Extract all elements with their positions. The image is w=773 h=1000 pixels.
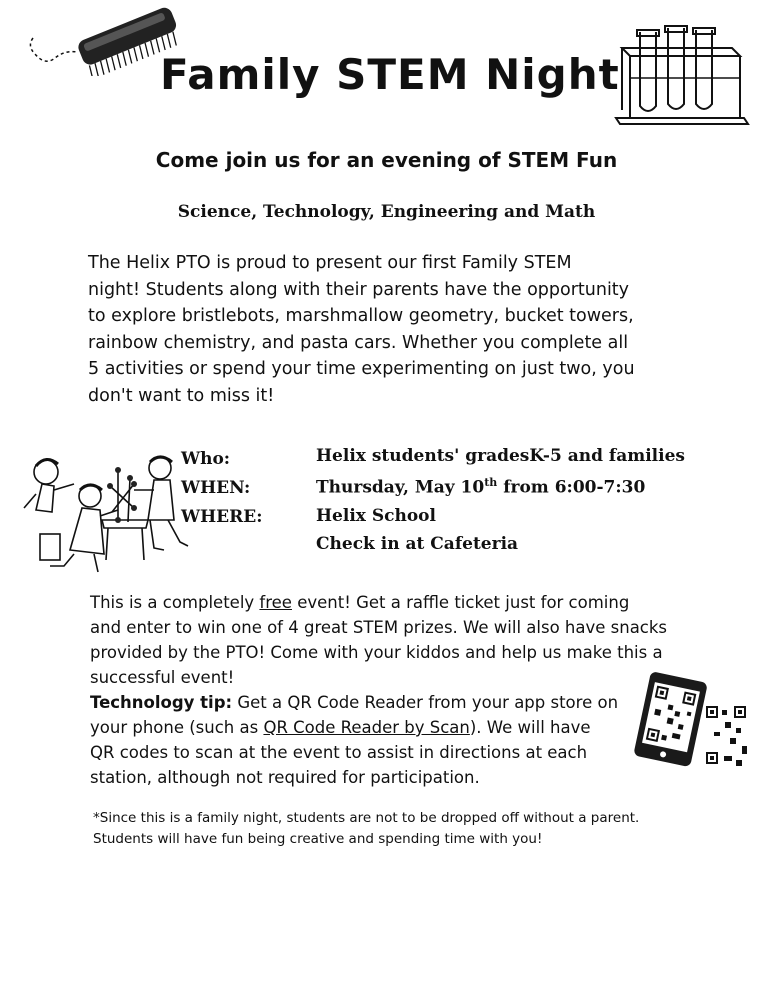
intro-paragraph <box>88 250 688 409</box>
text-fragment: event! Get a raffle ticket just for coming <box>291 593 630 612</box>
kids-building-illustration <box>14 450 194 578</box>
event-details-paragraph <box>90 590 710 790</box>
when-date-suffix: th <box>484 476 498 489</box>
stem-heading: Science, Technology, Engineering and Math <box>177 202 596 222</box>
intro-line: don't want to miss it! <box>88 385 275 406</box>
who-value: Helix students' gradesK-5 and families <box>316 446 685 466</box>
tech-line-1 <box>90 690 710 715</box>
text-fragment: Get a QR Code Reader from your app store on <box>232 693 619 712</box>
who-label: Who: <box>181 449 231 469</box>
free-line-3: provided by the PTO! Come with your kiddos and help us make this a <box>90 643 663 662</box>
subtitle: Come join us for an evening of STEM Fun <box>155 148 618 172</box>
when-value <box>316 476 645 498</box>
tech-tip-label: Technology tip: <box>90 693 233 712</box>
free-line-2: and enter to win one of 4 great STEM prizes. We will also have snacks <box>90 618 668 637</box>
footnote <box>93 808 693 850</box>
phone-qr-illustration <box>630 672 755 777</box>
intro-line: rainbow chemistry, and pasta cars. Whether you complete all <box>88 332 629 353</box>
free-emphasis: free <box>259 593 292 612</box>
text-fragment: your phone (such as <box>90 718 264 737</box>
qr-reader-link[interactable]: QR Code Reader by Scan <box>263 718 470 737</box>
where-value: Helix School <box>316 506 436 526</box>
intro-line: to explore bristlebots, marshmallow geometry, bucket towers, <box>88 306 634 326</box>
intro-line: 5 activities or spend your time experimenting on just two, you <box>88 359 635 379</box>
when-time: from 6:00-7:30 <box>497 477 646 498</box>
checkin-value: Check in at Cafeteria <box>316 534 519 554</box>
page-title: Family STEM Night <box>160 50 620 99</box>
tech-line-4: station, although not required for participation. <box>90 768 480 787</box>
text-fragment: This is a completely <box>90 593 260 612</box>
where-label: WHERE: <box>181 507 263 527</box>
when-date: Thursday, May 10 <box>316 477 485 498</box>
text-fragment: ). We will have <box>469 718 591 737</box>
footnote-line: Students will have fun being creative and spending time with you! <box>93 831 543 847</box>
free-line-4: successful event! <box>90 668 235 687</box>
intro-line: The Helix PTO is proud to present our first Family STEM <box>88 253 572 273</box>
when-label: WHEN: <box>181 478 251 498</box>
tech-line-3: QR codes to scan at the event to assist in directions at each <box>90 743 588 762</box>
test-tube-rack-illustration <box>612 18 752 128</box>
footnote-line: *Since this is a family night, students are not to be dropped off without a parent. <box>93 810 640 826</box>
tech-line-2 <box>90 715 710 740</box>
free-line-1 <box>90 590 710 615</box>
intro-line: night! Students along with their parents have the opportunity <box>88 279 630 300</box>
